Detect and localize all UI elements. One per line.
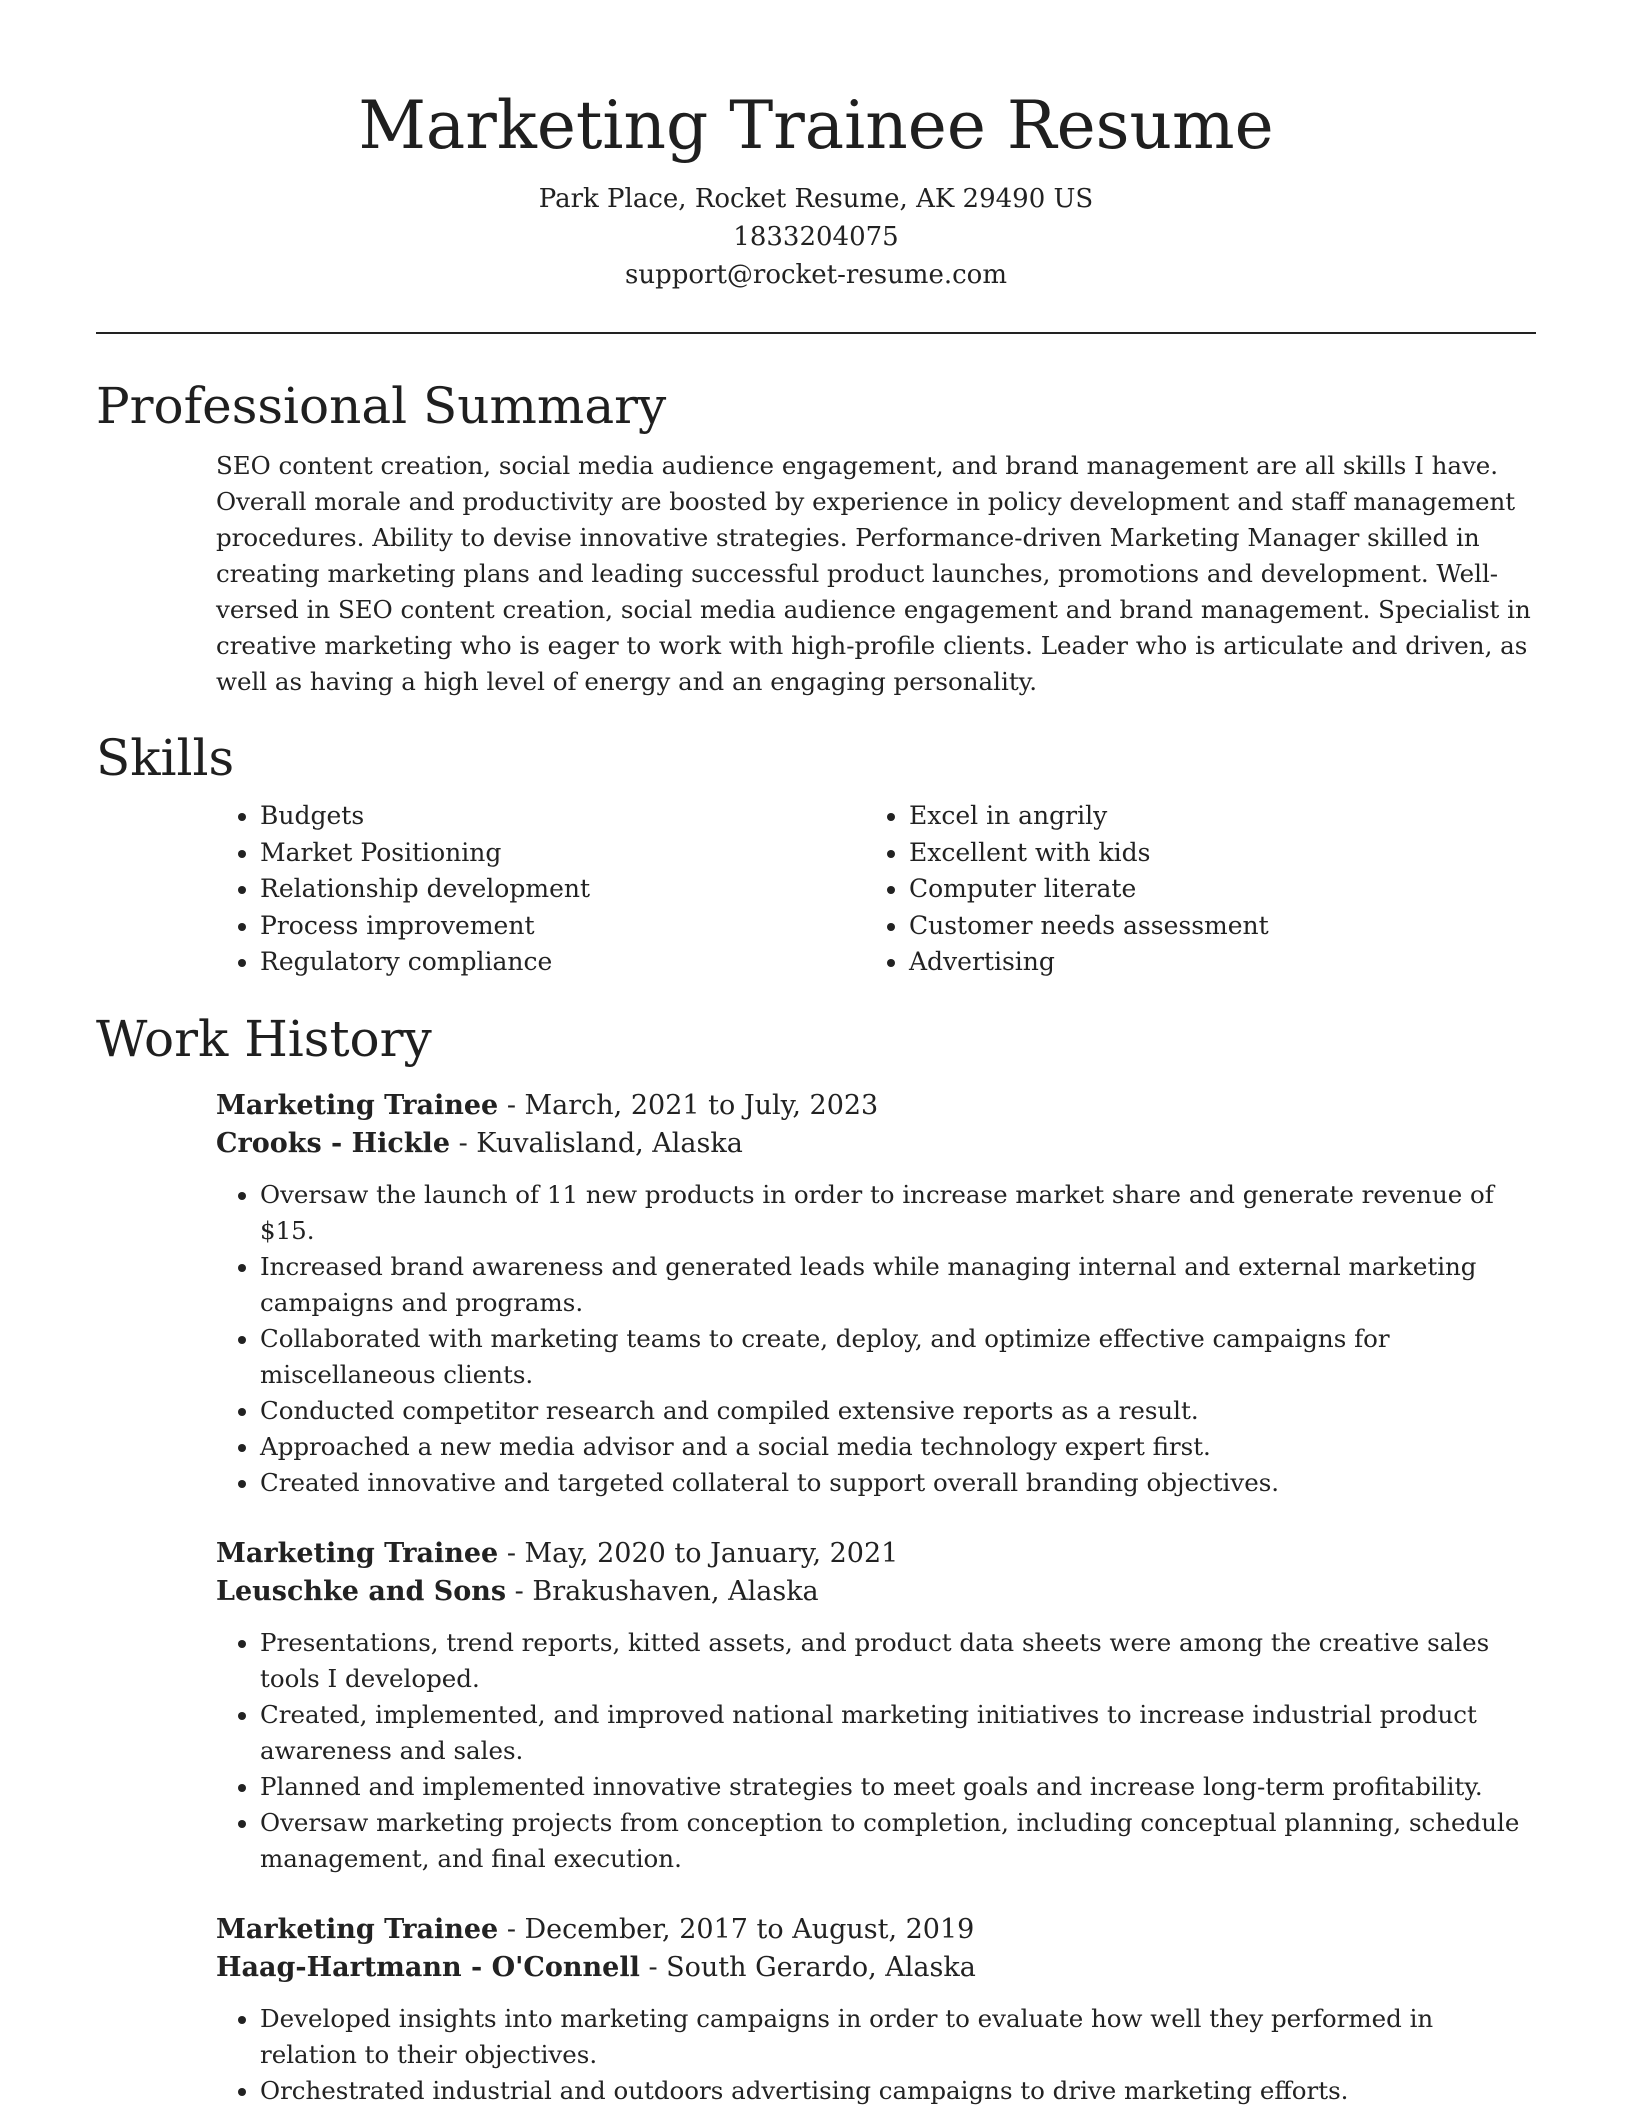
job-dates: - March, 2021 to July, 2023 bbox=[498, 1089, 879, 1121]
skills-column-left bbox=[216, 798, 865, 981]
job-title: Marketing Trainee bbox=[216, 1537, 499, 1569]
summary-text: SEO content creation, social media audience engagement, and brand management are all skills I have. Overall morale and productivity are boosted by experience in policy development and staff management procedures. Ability to devise innovative strategies. Performance-driven Marketing Manager skilled in creating marketing plans and leading successful product launches, promotions and development. Well-versed in SEO content creation, social media audience engagement and brand management. Specialist in creative marketing who is eager to work with high-profile clients. Leader who is articulate and driven, as well as having a high level of energy and an engaging personality. bbox=[216, 451, 1531, 696]
summary-heading: Professional Summary bbox=[96, 377, 667, 435]
job-title-line bbox=[216, 1911, 1536, 1949]
job-company-line bbox=[216, 1573, 1536, 1611]
job-bullet: • Oversaw the launch of 11 new products in order to increase market share and generate revenue of $15. bbox=[260, 1177, 1536, 1249]
job-location: - Brakushaven, Alaska bbox=[506, 1575, 819, 1607]
job-company-line bbox=[216, 1125, 1536, 1163]
job-bullet: • Approached a new media advisor and a social media technology expert first. bbox=[260, 1429, 1536, 1465]
job-bullet: • Planned and implemented innovative strategies to meet goals and increase long-term profitability. bbox=[260, 1769, 1536, 1805]
job-bullet: • Conducted competitor research and compiled extensive reports as a result. bbox=[260, 1393, 1536, 1429]
job-entry-3 bbox=[216, 1911, 1536, 2109]
contact-block bbox=[96, 180, 1536, 294]
header-divider bbox=[96, 332, 1536, 334]
job-location: - Kuvalisland, Alaska bbox=[450, 1127, 743, 1159]
job-location: - South Gerardo, Alaska bbox=[639, 1951, 976, 1983]
resume-title: Marketing Trainee Resume bbox=[358, 87, 1274, 164]
skill-item: • Market Positioning bbox=[260, 835, 865, 872]
job-bullet: • Increased brand awareness and generated leads while managing internal and external marketing campaigns and programs. bbox=[260, 1249, 1536, 1321]
job-company: Leuschke and Sons bbox=[216, 1575, 507, 1607]
job-bullet: • Collaborated with marketing teams to create, deploy, and optimize effective campaigns for miscellaneous clients. bbox=[260, 1321, 1536, 1393]
job-company: Crooks - Hickle bbox=[216, 1127, 450, 1159]
contact-email: support@rocket-resume.com bbox=[624, 260, 1007, 290]
job-bullet: • Developed insights into marketing campaigns in order to evaluate how well they performed in relation to their objectives. bbox=[260, 2001, 1536, 2073]
skills-heading: Skills bbox=[96, 729, 235, 787]
job-title-line bbox=[216, 1535, 1536, 1573]
job-company: Haag-Hartmann - O'Connell bbox=[216, 1951, 640, 1983]
contact-phone: 1833204075 bbox=[733, 222, 899, 252]
job-dates: - December, 2017 to August, 2019 bbox=[498, 1913, 975, 1945]
job-title: Marketing Trainee bbox=[216, 1913, 499, 1945]
job-bullet: • Presentations, trend reports, kitted assets, and product data sheets were among the creative sales tools I developed. bbox=[260, 1625, 1536, 1697]
job-dates: - May, 2020 to January, 2021 bbox=[498, 1537, 899, 1569]
job-bullets bbox=[216, 1177, 1536, 1501]
skill-item: • Excellent with kids bbox=[909, 835, 1514, 872]
skills-column-right bbox=[865, 798, 1514, 981]
job-entry-1 bbox=[216, 1087, 1536, 1501]
contact-address: Park Place, Rocket Resume, AK 29490 US bbox=[538, 184, 1094, 214]
job-bullet: • Oversaw marketing projects from conception to completion, including conceptual planning, schedule management, and final execution. bbox=[260, 1805, 1536, 1877]
skill-item: • Process improvement bbox=[260, 908, 865, 945]
job-title-line bbox=[216, 1087, 1536, 1125]
job-bullets bbox=[216, 1625, 1536, 1877]
resume-page bbox=[96, 0, 1536, 2109]
skill-item: • Regulatory compliance bbox=[260, 944, 865, 981]
job-bullet: • Created innovative and targeted collateral to support overall branding objectives. bbox=[260, 1465, 1536, 1501]
skill-item: • Computer literate bbox=[909, 871, 1514, 908]
job-title: Marketing Trainee bbox=[216, 1089, 499, 1121]
skill-item: • Budgets bbox=[260, 798, 865, 835]
job-bullet: • Created, implemented, and improved national marketing initiatives to increase industrial product awareness and sales. bbox=[260, 1697, 1536, 1769]
skill-item: • Relationship development bbox=[260, 871, 865, 908]
job-entry-2 bbox=[216, 1535, 1536, 1877]
job-bullets bbox=[216, 2001, 1536, 2109]
job-company-line bbox=[216, 1949, 1536, 1987]
skill-item: • Excel in angrily bbox=[909, 798, 1514, 835]
skills-list bbox=[216, 798, 1536, 981]
work-history-heading: Work History bbox=[96, 1009, 432, 1068]
job-bullet: • Orchestrated industrial and outdoors advertising campaigns to drive marketing efforts. bbox=[260, 2073, 1536, 2109]
skill-item: • Customer needs assessment bbox=[909, 908, 1514, 945]
skill-item: • Advertising bbox=[909, 944, 1514, 981]
